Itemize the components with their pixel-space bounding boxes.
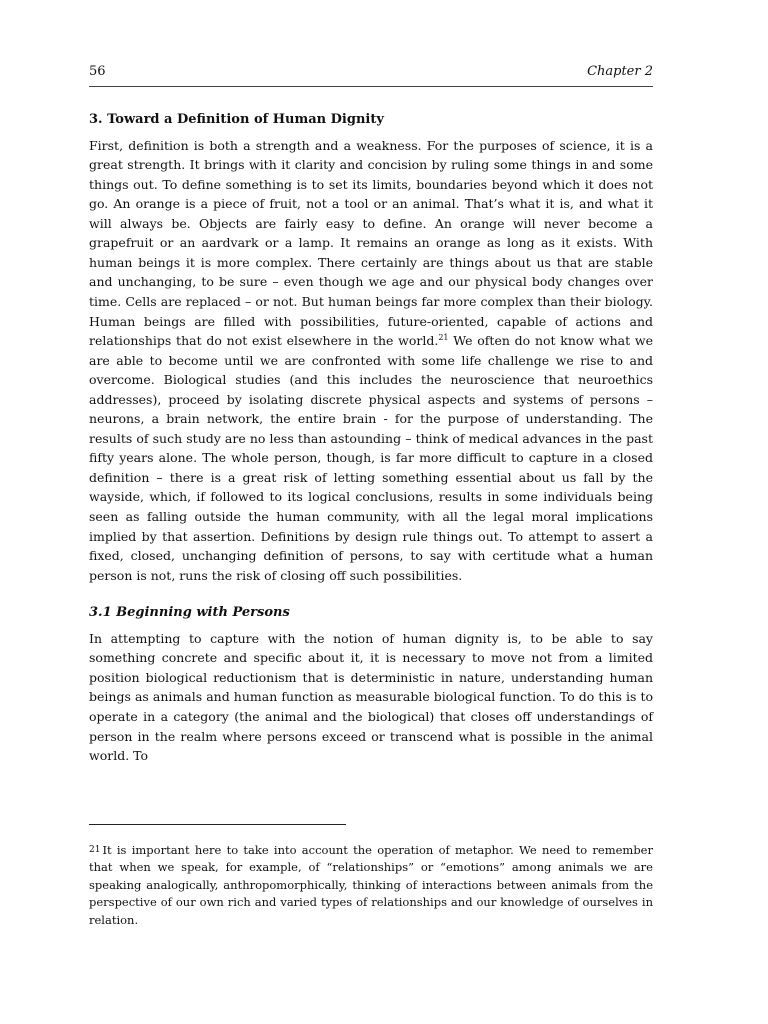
footnote-text: It is important here to take into account the operation of metaphor. We need to remember that when we speak, for example, of “relationships” or “emotions” among animals we are speaking analogically, anthropomorphically, thinking of interactions between animals from the perspective of our own rich and varied types of relationships and our knowledge of ourselves in relation. <box>89 843 653 927</box>
subsection-paragraph: In attempting to capture with the notion of human dignity is, to be able to say something concrete and specific about it, it is necessary to move not from a limited position biological reductionism that is deterministic in nature, understanding human beings as animals and human function as measurable biological function. To do this is to operate in a category (the animal and the biological) that closes off understandings of person in the realm where persons exceed or transcend what is possible in the animal world. To <box>89 630 653 764</box>
paragraph-text-part2: We often do not know what we are able to become until we are confronted with some life challenge we rise to and overcome. Biological studies (and this includes the neuroscience that neuroethics addresses), proceed by isolating discrete physical aspects and systems of persons – neurons, a brain network, the entire brain - for the purpose of understanding. The results of such study are no less than astounding – think of medical advances in the past fifty years alone. The whole person, though, is far more difficult to capture in a closed definition – there is a great risk of letting something essential about us fall by the wayside, which, if followed to its logical conclusions, results in some individuals being seen as falling outside the human community, with all the legal moral implications implied by that assertion. Definitions by design rule things out. To attempt to assert a fixed, closed, unchanging definition of persons, to say with certitude what a human person is not, runs the risk of closing off such possibilities. <box>89 333 653 583</box>
footnote-rule <box>89 824 346 825</box>
subsection-heading: 3.1 Beginning with Persons <box>89 605 290 621</box>
footnote <box>89 842 653 929</box>
running-header <box>89 64 653 79</box>
footnote-reference[interactable]: 21 <box>438 333 449 343</box>
page-number: 56 <box>89 64 106 79</box>
section-heading: 3. Toward a Definition of Human Dignity <box>89 112 384 127</box>
section-paragraph <box>89 136 653 586</box>
paragraph-text-part1: First, definition is both a strength and a weakness. For the purposes of science, it is a great strength. It brings with it clarity and concision by ruling some things in and some things out. To define something is to set its limits, boundaries beyond which it does not go. An orange is a piece of fruit, not a tool or an animal. That’s what it is, and what it will always be. Objects are fairly easy to define. An orange will never become a grapefruit or an aardvark or a lamp. It remains an orange as long as it exists. With human beings it is more complex. There certainly are things about us that are stable and unchanging, to be sure – even though we age and our physical body changes over time. Cells are replaced – or not. But human beings far more complex than their biology. Human beings are filled with possibilities, future-oriented, capable of actions and relationships that do not exist elsewhere in the world. <box>89 137 653 349</box>
footnote-number: 21 <box>89 845 101 855</box>
chapter-label: Chapter 2 <box>587 64 653 79</box>
header-rule <box>89 86 653 87</box>
main-content <box>89 110 653 766</box>
